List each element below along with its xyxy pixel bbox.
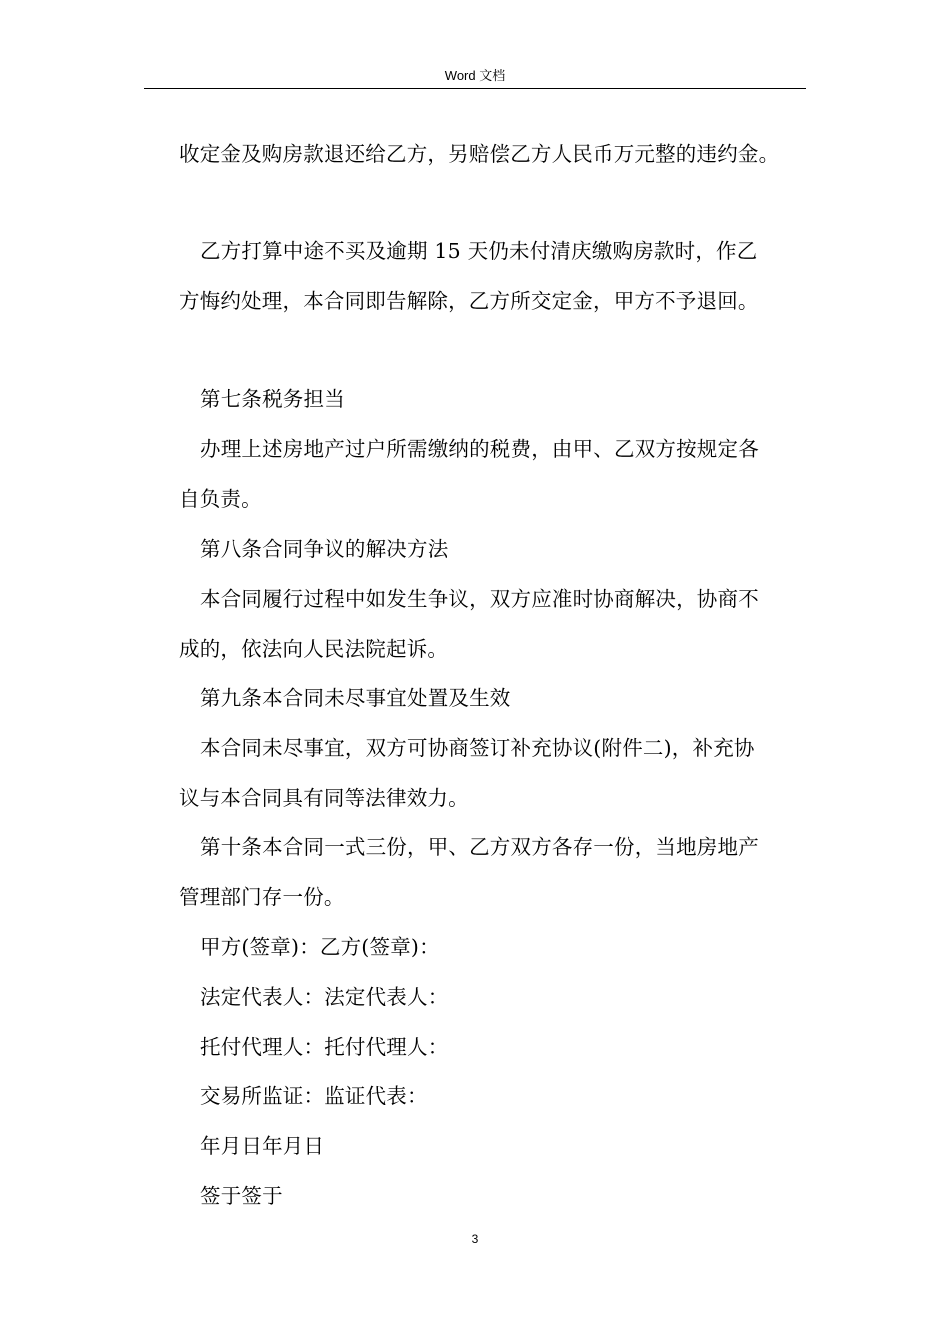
paragraph-line: 本合同履行过程中如发生争议，双方应准时协商解决，协商不	[200, 587, 759, 611]
page-number: 3	[471, 1232, 479, 1246]
paragraph-line: 收定金及购房款退还给乙方，另赔偿乙方人民币万元整的违约金。	[179, 142, 780, 166]
paragraph-line: 议与本合同具有同等法律效力。	[179, 786, 469, 810]
signature-line: 交易所监证：监证代表：	[200, 1084, 428, 1108]
signature-line: 托付代理人：托付代理人：	[200, 1035, 449, 1059]
paragraph-line: 办理上述房地产过户所需缴纳的税费，由甲、乙双方按规定各	[200, 437, 759, 461]
section-heading: 第七条税务担当	[200, 387, 345, 411]
signing-place-line: 签于签于	[200, 1184, 283, 1208]
signature-line: 甲方(签章)：乙方(签章)：	[200, 935, 440, 959]
signature-line: 法定代表人：法定代表人：	[200, 985, 449, 1009]
paragraph-line: 第十条本合同一式三份，甲、乙方双方各存一份，当地房地产	[200, 835, 759, 859]
paragraph-line: 管理部门存一份。	[179, 885, 345, 909]
paragraph-line: 本合同未尽事宜，双方可协商签订补充协议(附件二)，补充协	[200, 736, 755, 760]
section-heading: 第八条合同争议的解决方法	[200, 537, 449, 561]
paragraph-line: 自负责。	[179, 487, 262, 511]
section-heading: 第九条本合同未尽事宜处置及生效	[200, 686, 511, 710]
paragraph-line: 方悔约处理，本合同即告解除，乙方所交定金，甲方不予退回。	[179, 289, 759, 313]
paragraph-line: 成的，依法向人民法院起诉。	[179, 637, 449, 661]
paragraph-line: 乙方打算中途不买及逾期 15 天仍未付清庆缴购房款时，作乙	[200, 239, 758, 263]
date-line: 年月日年月日	[200, 1134, 325, 1158]
header-title: Word 文档	[444, 68, 506, 83]
header-rule	[144, 88, 806, 89]
